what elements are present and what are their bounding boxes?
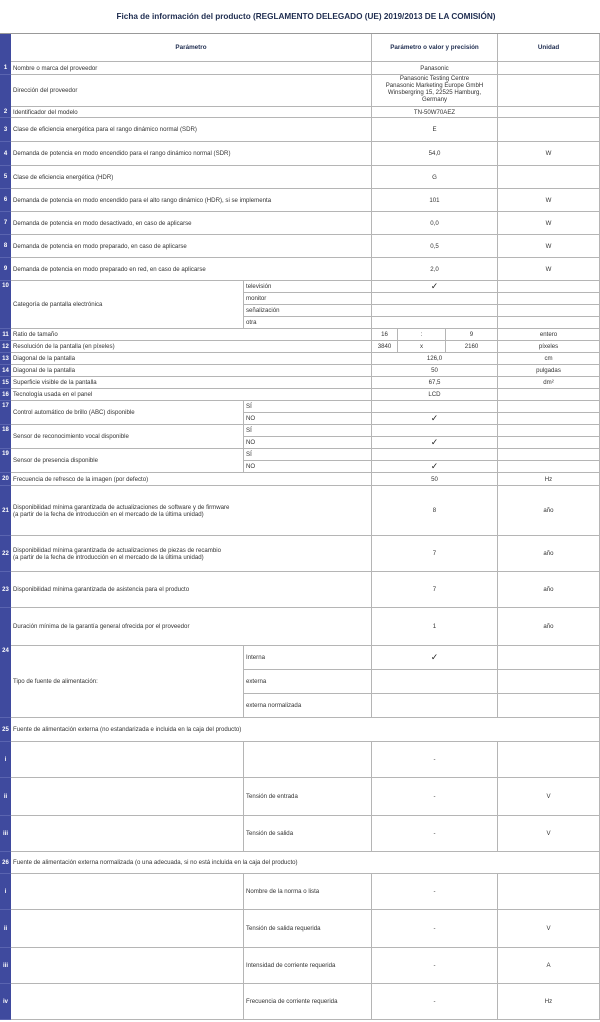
panel-technology-unit <box>498 389 600 401</box>
row-number: 5 <box>0 166 11 189</box>
external-psu-sub-value: - <box>372 742 498 778</box>
software-updates-unit: año <box>498 486 600 536</box>
row-number: 9 <box>0 258 11 281</box>
row-number: 7 <box>0 212 11 235</box>
presence-sensor-label: Sensor de presencia disponible <box>11 449 244 473</box>
power-supply-type-label: Tipo de fuente de alimentación: <box>11 646 244 718</box>
warranty-duration-unit: año <box>498 608 600 646</box>
display-category-option-unit <box>498 317 600 329</box>
row-number: iv <box>0 984 11 1020</box>
standard-psu-sub-label: Nombre de la norma o lista <box>244 874 372 910</box>
standard-psu-sub-unit: A <box>498 948 600 984</box>
row-number: 24 <box>0 646 11 718</box>
size-ratio-unit: entero <box>498 329 600 341</box>
screen-resolution-value-b: 2160 <box>446 341 498 353</box>
software-updates-value: 8 <box>372 486 498 536</box>
model-identifier-value: TN-50W70AEZ <box>372 107 498 118</box>
row-number: 25 <box>0 718 11 742</box>
standard-psu-sub-value: - <box>372 910 498 948</box>
panel-technology-value: LCD <box>372 389 498 401</box>
page-title: Ficha de información del producto (REGLAMENTO DELEGADO (UE) 2019/2013 DE LA COMISIÓN) <box>0 0 600 34</box>
power-supply-type-option-unit <box>498 670 600 694</box>
diagonal-cm-value: 126,0 <box>372 353 498 365</box>
row-number: 26 <box>0 852 11 874</box>
size-ratio-value-b: 9 <box>446 329 498 341</box>
row-number: 11 <box>0 329 11 341</box>
hdr-on-mode-power-unit: W <box>498 189 600 212</box>
power-supply-type-option-unit <box>498 694 600 718</box>
diagonal-inch-unit: pulgadas <box>498 365 600 377</box>
header-unit: Unidad <box>498 34 600 62</box>
power-supply-type-option: externa <box>244 670 372 694</box>
off-mode-power-unit: W <box>498 212 600 235</box>
software-updates-label <box>11 486 372 536</box>
abc-available-yes: SÍ <box>244 401 372 413</box>
address-line: Germany <box>421 96 448 103</box>
row-number: 23 <box>0 572 11 608</box>
display-category-option-unit <box>498 305 600 317</box>
presence-sensor-yes-unit <box>498 449 600 461</box>
standard-psu-sub-unit: V <box>498 910 600 948</box>
hdr-energy-class-label: Clase de eficiencia energética (HDR) <box>11 166 372 189</box>
row-number: i <box>0 874 11 910</box>
abc-available-no-unit <box>498 413 600 425</box>
voice-sensor-no: NO <box>244 437 372 449</box>
display-category-option-check <box>372 293 498 305</box>
display-category-option: televisión <box>244 281 372 293</box>
row-number: 18 <box>0 425 11 449</box>
screen-resolution-value-a: 3840 <box>372 341 398 353</box>
display-category-option-unit <box>498 293 600 305</box>
external-psu-sub-value: - <box>372 816 498 852</box>
power-supply-type-option-check: ✓ <box>372 646 498 670</box>
model-identifier-unit <box>498 107 600 118</box>
header-parameter: Parámetro <box>11 34 372 62</box>
row-number: 21 <box>0 486 11 536</box>
voice-sensor-yes: SÍ <box>244 425 372 437</box>
row-number: 22 <box>0 536 11 572</box>
abc-available-yes-check <box>372 401 498 413</box>
product-support-label: Disponibilidad mínima garantizada de asistencia para el producto <box>11 572 372 608</box>
external-psu-heading: Fuente de alimentación externa (no estandarizada e incluida en la caja del producto) <box>11 718 600 742</box>
size-ratio-separator: : <box>398 329 446 341</box>
display-category-option: monitor <box>244 293 372 305</box>
spare-parts-value: 7 <box>372 536 498 572</box>
diagonal-cm-label: Diagonal de la pantalla <box>11 353 372 365</box>
display-category-option: otra <box>244 317 372 329</box>
row-number: i <box>0 742 11 778</box>
networked-standby-power-value: 2,0 <box>372 258 498 281</box>
power-supply-type-option-check <box>372 694 498 718</box>
screen-resolution-unit: píxeles <box>498 341 600 353</box>
row-number: ii <box>0 910 11 948</box>
presence-sensor-no: NO <box>244 461 372 473</box>
row-number: 17 <box>0 401 11 425</box>
external-psu-sub-label: Tensión de entrada <box>244 778 372 816</box>
external-psu-sub-blank <box>11 816 244 852</box>
row-number: iii <box>0 816 11 852</box>
screen-resolution-separator: x <box>398 341 446 353</box>
row-number: 16 <box>0 389 11 401</box>
supplier-address-label: Dirección del proveedor <box>11 75 372 107</box>
standard-psu-sub-value: - <box>372 984 498 1020</box>
sdr-on-mode-power-label: Demanda de potencia en modo encendido para el rango dinámico normal (SDR) <box>11 142 372 166</box>
abc-available-label: Control automático de brillo (ABC) disponible <box>11 401 244 425</box>
standard-psu-sub-value: - <box>372 874 498 910</box>
label-line: (a partir de la fecha de introducción en el mercado de la última unidad) <box>13 510 204 518</box>
external-psu-sub-unit <box>498 742 600 778</box>
product-support-unit: año <box>498 572 600 608</box>
off-mode-power-label: Demanda de potencia en modo desactivado, en caso de aplicarse <box>11 212 372 235</box>
row-number: 8 <box>0 235 11 258</box>
external-psu-sub-unit: V <box>498 816 600 852</box>
warranty-duration-value: 1 <box>372 608 498 646</box>
standard-psu-sub-unit: Hz <box>498 984 600 1020</box>
standby-power-value: 0,5 <box>372 235 498 258</box>
row-number: 4 <box>0 142 11 166</box>
hdr-energy-class-value: G <box>372 166 498 189</box>
header-value: Parámetro o valor y precisión <box>372 34 498 62</box>
label-line: Disponibilidad mínima garantizada de actualizaciones de software y de firmware <box>13 503 230 511</box>
diagonal-cm-unit: cm <box>498 353 600 365</box>
standard-psu-sub-value: - <box>372 948 498 984</box>
display-category-option-check <box>372 305 498 317</box>
presence-sensor-yes-check <box>372 449 498 461</box>
voice-sensor-yes-unit <box>498 425 600 437</box>
external-psu-sub-blank <box>11 742 244 778</box>
display-category-option: señalización <box>244 305 372 317</box>
address-line: Panasonic Testing Centre <box>399 75 470 82</box>
refresh-rate-label: Frecuencia de refresco de la imagen (por defecto) <box>11 473 372 486</box>
size-ratio-value-a: 16 <box>372 329 398 341</box>
visible-area-value: 67,5 <box>372 377 498 389</box>
hdr-on-mode-power-value: 101 <box>372 189 498 212</box>
networked-standby-power-label: Demanda de potencia en modo preparado en red, en caso de aplicarse <box>11 258 372 281</box>
row-number: 20 <box>0 473 11 486</box>
address-line: Panasonic Marketing Europe GmbH <box>385 82 484 89</box>
standby-power-unit: W <box>498 235 600 258</box>
panel-technology-label: Tecnología usada en el panel <box>11 389 372 401</box>
external-psu-sub-value: - <box>372 778 498 816</box>
hdr-on-mode-power-label: Demanda de potencia en modo encendido para el alto rango dinámico (HDR), si se implementa <box>11 189 372 212</box>
product-support-value: 7 <box>372 572 498 608</box>
display-category-label: Categoría de pantalla electrónica <box>11 281 244 329</box>
row-number: 14 <box>0 365 11 377</box>
power-supply-type-option: externa normalizada <box>244 694 372 718</box>
external-psu-sub-unit: V <box>498 778 600 816</box>
row-number: ii <box>0 778 11 816</box>
abc-available-no-check: ✓ <box>372 413 498 425</box>
address-line: Winsbergring 15, 22525 Hamburg, <box>387 89 482 96</box>
power-supply-type-option-unit <box>498 646 600 670</box>
standard-psu-sub-blank <box>11 910 244 948</box>
standard-psu-sub-label: Tensión de salida requerida <box>244 910 372 948</box>
voice-sensor-label: Sensor de reconocimiento vocal disponible <box>11 425 244 449</box>
label-line: (a partir de la fecha de introducción en el mercado de la última unidad) <box>13 553 204 561</box>
voice-sensor-yes-check <box>372 425 498 437</box>
screen-resolution-label: Resolución de la pantalla (en píxeles) <box>11 341 372 353</box>
standard-psu-heading: Fuente de alimentación externa normalizada (o una adecuada, si no está incluida en la caja del producto) <box>11 852 600 874</box>
standard-psu-sub-blank <box>11 948 244 984</box>
warranty-duration-label: Duración mínima de la garantía general ofrecida por el proveedor <box>11 608 372 646</box>
standard-psu-sub-label: Frecuencia de corriente requerida <box>244 984 372 1020</box>
sdr-on-mode-power-value: 54,0 <box>372 142 498 166</box>
refresh-rate-unit: Hz <box>498 473 600 486</box>
abc-available-yes-unit <box>498 401 600 413</box>
sdr-energy-class-label: Clase de eficiencia energética para el rango dinámico normal (SDR) <box>11 118 372 142</box>
row-number: 2 <box>0 107 11 118</box>
sdr-energy-class-value: E <box>372 118 498 142</box>
standard-psu-sub-unit <box>498 874 600 910</box>
supplier-name-unit <box>498 62 600 75</box>
visible-area-label: Superficie visible de la pantalla <box>11 377 372 389</box>
spare-parts-label <box>11 536 372 572</box>
standard-psu-sub-blank <box>11 874 244 910</box>
presence-sensor-yes: SÍ <box>244 449 372 461</box>
external-psu-sub-label: Tensión de salida <box>244 816 372 852</box>
size-ratio-label: Ratio de tamaño <box>11 329 372 341</box>
row-number: 19 <box>0 449 11 473</box>
row-number: 12 <box>0 341 11 353</box>
external-psu-sub-label <box>244 742 372 778</box>
label-line: Disponibilidad mínima garantizada de actualizaciones de piezas de recambio <box>13 546 221 554</box>
supplier-address-unit <box>498 75 600 107</box>
presence-sensor-no-unit <box>498 461 600 473</box>
supplier-address-value <box>372 75 498 107</box>
abc-available-no: NO <box>244 413 372 425</box>
sdr-energy-class-unit <box>498 118 600 142</box>
standby-power-label: Demanda de potencia en modo preparado, en caso de aplicarse <box>11 235 372 258</box>
diagonal-inch-value: 50 <box>372 365 498 377</box>
voice-sensor-no-check: ✓ <box>372 437 498 449</box>
sdr-on-mode-power-unit: W <box>498 142 600 166</box>
row-number: 10 <box>0 281 11 329</box>
display-category-option-check <box>372 317 498 329</box>
power-supply-type-option: Interna <box>244 646 372 670</box>
row-number: 15 <box>0 377 11 389</box>
spare-parts-unit: año <box>498 536 600 572</box>
diagonal-inch-label: Diagonal de la pantalla <box>11 365 372 377</box>
supplier-name-label: Nombre o marca del proveedor <box>11 62 372 75</box>
presence-sensor-no-check: ✓ <box>372 461 498 473</box>
model-identifier-label: Identificador del modelo <box>11 107 372 118</box>
display-category-option-unit <box>498 281 600 293</box>
standard-psu-sub-label: Intensidad de corriente requerida <box>244 948 372 984</box>
hdr-energy-class-unit <box>498 166 600 189</box>
power-supply-type-option-check <box>372 670 498 694</box>
voice-sensor-no-unit <box>498 437 600 449</box>
display-category-option-check: ✓ <box>372 281 498 293</box>
row-number: iii <box>0 948 11 984</box>
networked-standby-power-unit: W <box>498 258 600 281</box>
row-number: 3 <box>0 118 11 142</box>
off-mode-power-value: 0,0 <box>372 212 498 235</box>
row-number: 13 <box>0 353 11 365</box>
row-number: 6 <box>0 189 11 212</box>
refresh-rate-value: 50 <box>372 473 498 486</box>
standard-psu-sub-blank <box>11 984 244 1020</box>
supplier-name-value: Panasonic <box>372 62 498 75</box>
row-number: 1 <box>0 62 11 75</box>
visible-area-unit: dm² <box>498 377 600 389</box>
external-psu-sub-blank <box>11 778 244 816</box>
